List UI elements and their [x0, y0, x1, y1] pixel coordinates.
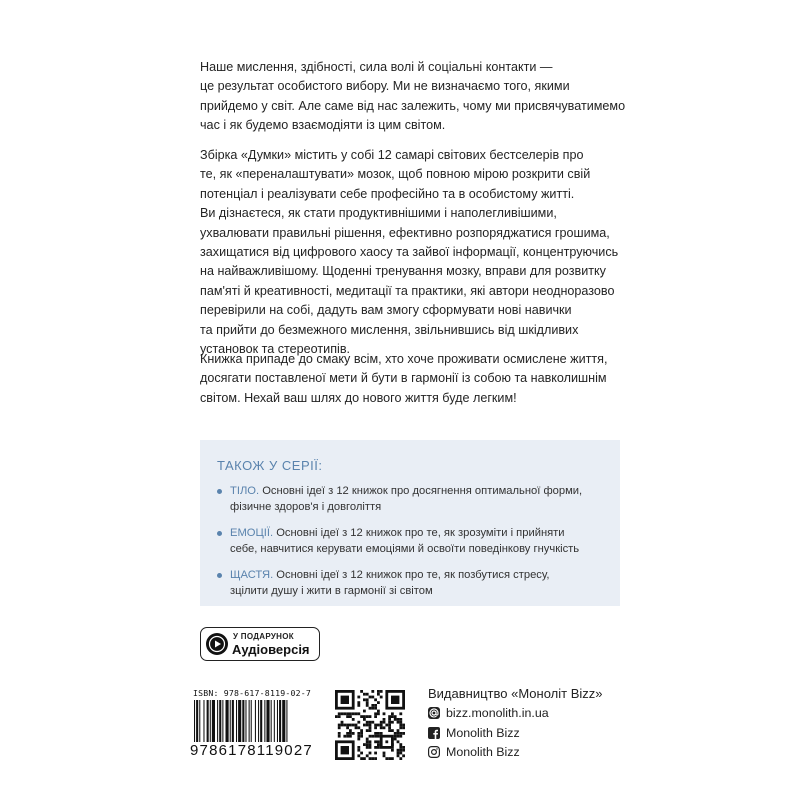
text-line: час і як будемо взаємодіяти із цим світом. — [200, 118, 446, 133]
series-item-line: себе, навчитися керувати емоціями й освоїти поведінкову гнучкість — [230, 542, 580, 555]
publisher-website-text: bizz.monolith.in.ua — [446, 706, 549, 720]
bullet-dot-icon — [217, 573, 222, 578]
publisher-instagram-text: Monolith Bizz — [446, 745, 520, 759]
series-box — [200, 440, 620, 606]
text-line: те, як «переналаштувати» мозок, щоб повною мірою розкрити свій — [200, 167, 591, 182]
series-item-happiness — [200, 568, 582, 599]
text-line: Збірка «Думки» містить у собі 12 самарі світових бестселерів про — [200, 148, 584, 162]
series-item-text: Основні ідеї з 12 книжок про те, як зрозуміти і прийняти — [273, 527, 565, 539]
series-item-text: Основні ідеї з 12 книжок про досягнення оптимальної форми, — [259, 485, 583, 497]
bullet-dot-icon — [217, 531, 222, 536]
at-icon — [428, 707, 440, 719]
series-title: ТАКОЖ У СЕРІЇ: — [217, 458, 323, 473]
text-line: потенціал і реалізувати себе професійно та в особистому житті. — [200, 186, 575, 201]
series-item-text: Основні ідеї з 12 книжок про те, як позбутися стресу, — [273, 569, 550, 581]
text-line: на найважливішому. Щоденні тренування мозку, вправи для розвитку — [200, 264, 606, 279]
text-line: установок та стереотипів. — [200, 342, 351, 357]
text-line: це результат особистого вибору. Ми не визначаємо того, якими — [200, 79, 570, 94]
publisher-facebook-text: Monolith Bizz — [446, 726, 520, 740]
facebook-icon — [428, 727, 440, 739]
isbn-label: ISBN: 978-617-8119-02-7 — [193, 688, 311, 698]
instagram-icon — [428, 746, 440, 758]
text-line: досягати поставленої мети й бути в гармонії із собою та навколишнім — [200, 371, 607, 386]
audio-version-badge — [200, 627, 320, 661]
barcode — [193, 700, 320, 742]
description-paragraph-3 — [200, 350, 608, 408]
text-line: світом. Нехай ваш шлях до нового життя буде легким! — [200, 390, 517, 405]
text-line: перевірили на собі, дадуть вам змогу сформувати нові навички — [200, 303, 572, 318]
audio-badge-label: Аудіоверсія — [232, 642, 310, 657]
series-item-line — [230, 568, 582, 584]
series-item-name: ТІЛО. — [230, 485, 260, 497]
play-icon — [206, 633, 228, 655]
barcode-digits: 9786178119027 — [190, 742, 313, 759]
series-item-name: ЩАСТЯ. — [230, 569, 274, 581]
bullet-dot-icon — [217, 489, 222, 494]
text-line: захищатися від цифрового хаосу та зайвої інформації, концентруючись — [200, 245, 619, 260]
text-line: прийдемо у світ. Але саме від нас залежить, чому ми присвячуватимемо — [200, 98, 626, 113]
description-paragraph-1 — [200, 58, 626, 136]
series-item-line: фізичне здоров'я і довголіття — [230, 500, 382, 513]
text-line: та прийти до безмежного мислення, звільнившись від шкідливих — [200, 322, 579, 337]
series-item-line: зцілити душу і жити в гармонії зі світом — [230, 584, 433, 597]
text-line: Наше мислення, здібності, сила волі й соціальні контакти — — [200, 60, 553, 74]
audio-badge-small-label: У ПОДАРУНОК — [233, 632, 294, 641]
text-line: Ви дізнаєтеся, як стати продуктивнішими і наполегливішими, — [200, 206, 557, 221]
text-line: Книжка припаде до смаку всім, хто хоче проживати осмислене життя, — [200, 352, 608, 366]
series-item-body — [200, 484, 582, 515]
series-item-emotions — [200, 526, 582, 557]
publisher-name: Видавництво «Моноліт Bizz» — [428, 686, 603, 701]
text-line: ухвалювати правильні рішення, ефективно розпоряджатися грошима, — [200, 225, 610, 240]
qr-code — [335, 690, 405, 760]
text-line: пам'яті й креативності, медитації та практики, які автори неодноразово — [200, 283, 615, 298]
series-item-name: ЕМОЦІЇ. — [230, 527, 274, 539]
series-item-line — [230, 484, 582, 500]
series-list — [200, 484, 582, 610]
series-item-line — [230, 526, 582, 542]
